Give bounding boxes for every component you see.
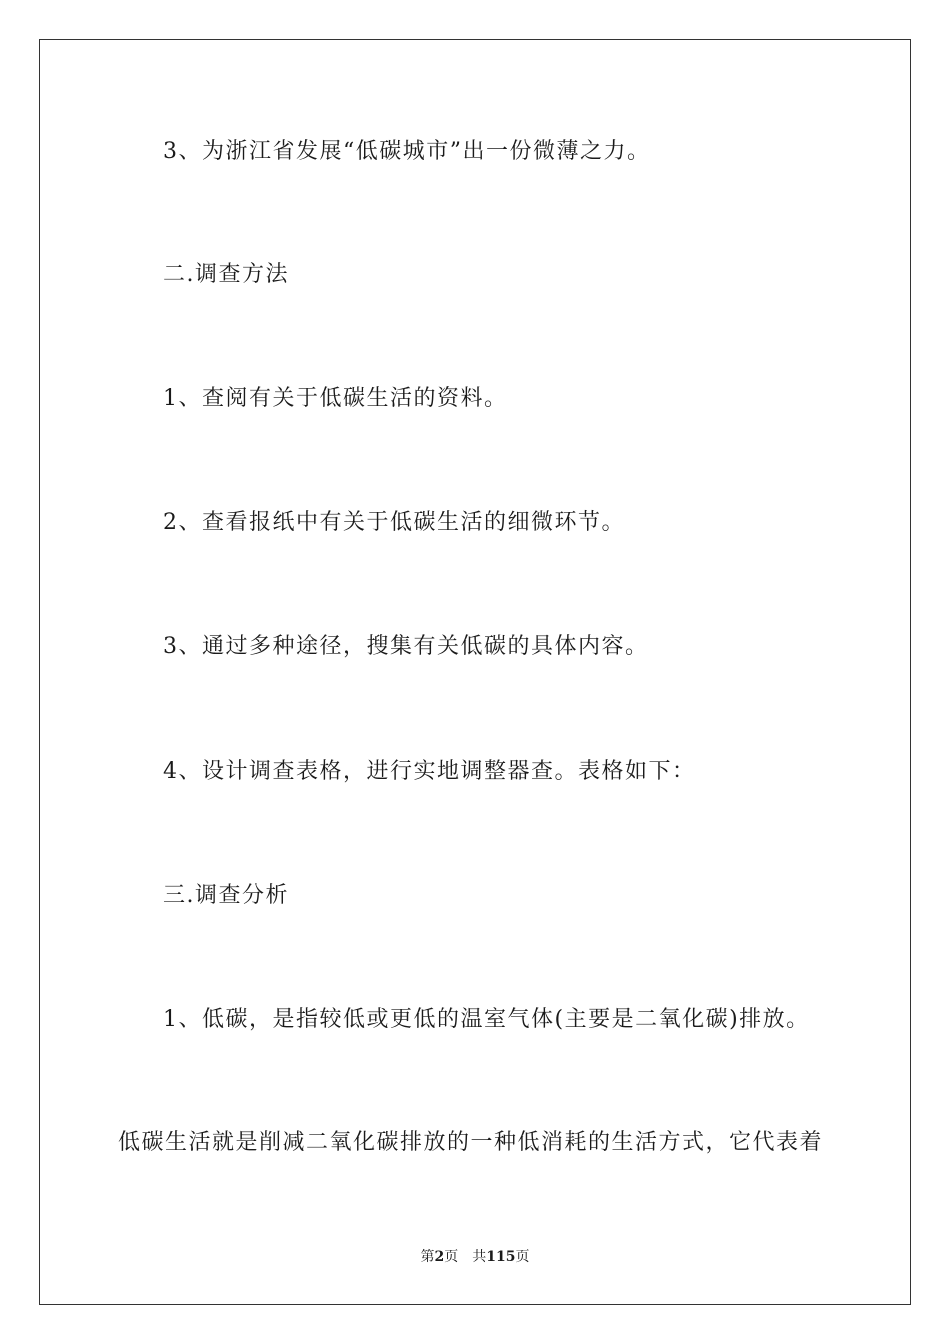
footer-page-prefix: 第 — [420, 1249, 435, 1265]
footer-page-number: 2 — [434, 1249, 445, 1265]
paragraph-line: 低碳生活就是削减二氧化碳排放的一种低消耗的生活方式，它代表着 — [118, 1130, 824, 1155]
page-frame — [39, 39, 911, 1305]
paragraph-line: 1、查阅有关于低碳生活的资料。 — [163, 386, 508, 411]
section-heading: 三.调查分析 — [163, 883, 289, 908]
paragraph-line: 1、低碳，是指较低或更低的温室气体(主要是二氧化碳)排放。 — [163, 1007, 810, 1032]
paragraph-line: 3、通过多种途径，搜集有关低碳的具体内容。 — [163, 634, 649, 659]
page-footer — [0, 1247, 950, 1267]
paragraph-line: 2、查看报纸中有关于低碳生活的细微环节。 — [163, 510, 625, 535]
footer-total-number: 115 — [486, 1249, 516, 1265]
footer-total-suffix: 页 — [515, 1249, 530, 1265]
footer-total-prefix: 共 — [472, 1249, 487, 1265]
paragraph-line: 3、为浙江省发展“低碳城市”出一份微薄之力。 — [163, 139, 651, 164]
paragraph-line: 4、设计调查表格，进行实地调整器查。表格如下： — [163, 759, 696, 784]
section-heading: 二.调查方法 — [163, 262, 289, 287]
footer-page-suffix: 页 — [444, 1249, 459, 1265]
